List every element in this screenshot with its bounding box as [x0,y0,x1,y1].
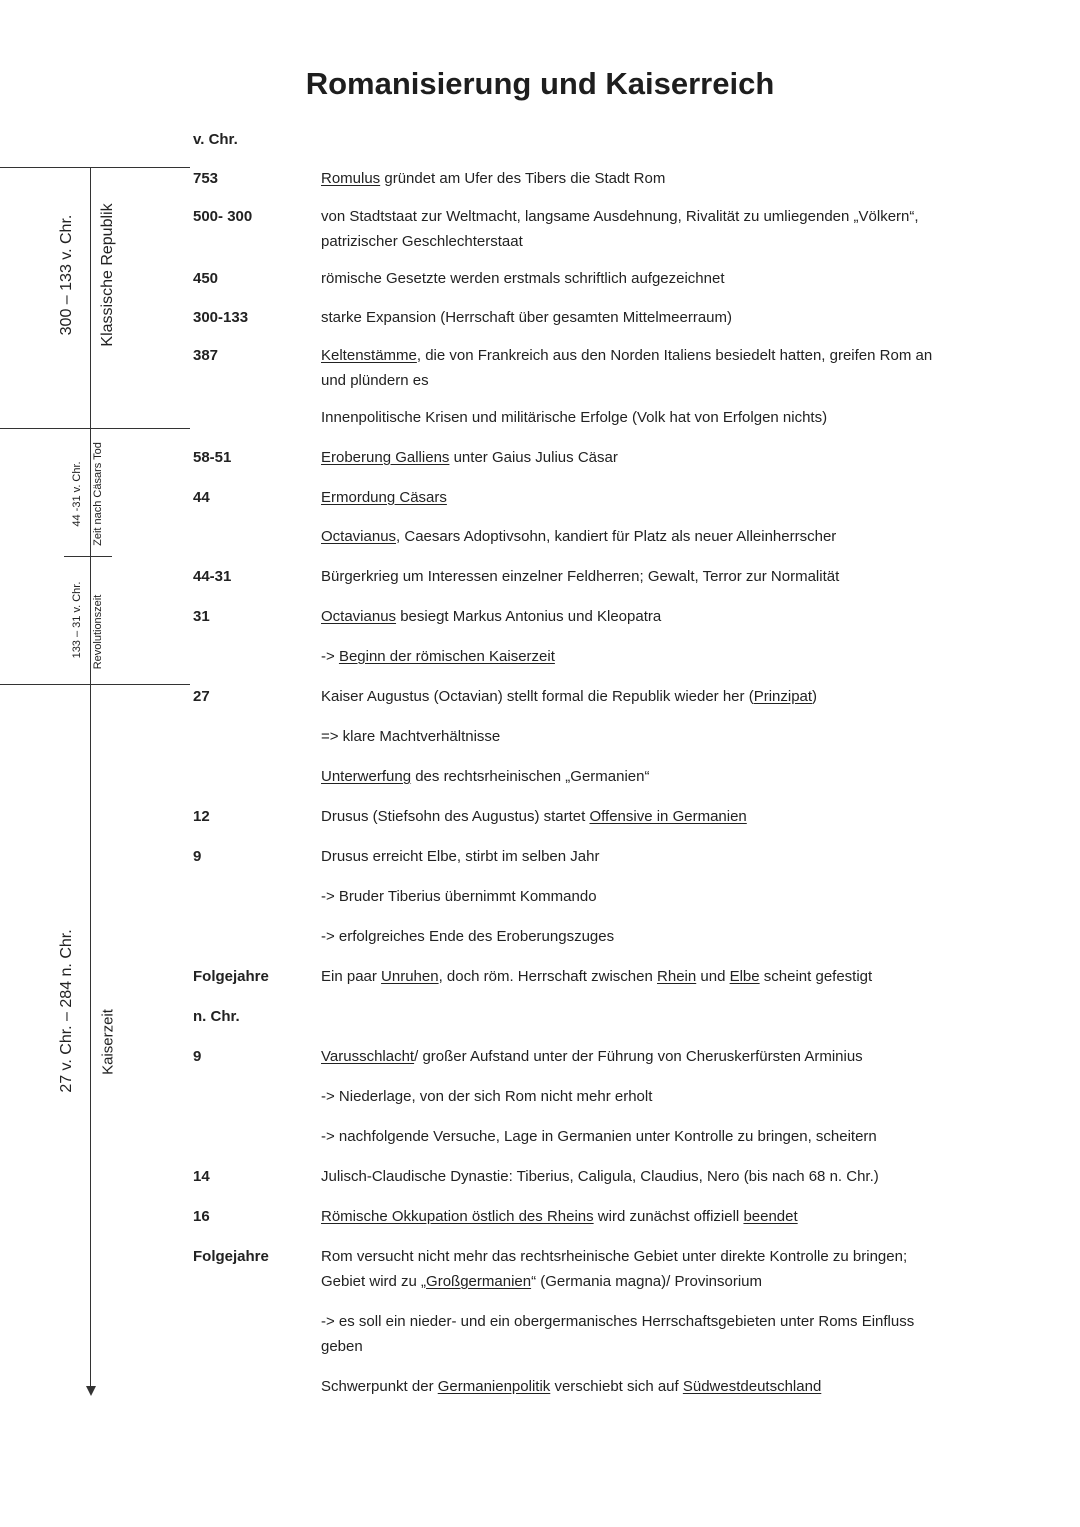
era-heading-ad: n. Chr. [193,1008,240,1025]
event-keyword: Octavianus [321,528,397,545]
event-text: Drusus (Stiefsohn des Augustus) startet [321,808,590,825]
timeline-year: 387 [193,347,219,364]
event-text: Julisch-Claudische Dynastie: Tiberius, Caligula, Claudius, Nero (bis nach 68 n. Chr.) [321,1168,879,1185]
timeline-event [321,305,941,330]
event-text: -> Niederlage, von der sich Rom nicht mehr erholt [321,1088,653,1105]
event-text: und [696,968,730,985]
period-span-revolution: 133 – 31 v. Chr. [71,581,83,659]
event-text: verschiebt sich auf [550,1378,683,1395]
event-text: Rom versucht nicht mehr das rechtsrheinische Gebiet unter direkte Kontrolle zu bringen; Gebiet wird zu „ [321,1248,908,1290]
timeline-event [321,1374,941,1399]
timeline-event [321,1244,941,1294]
period-label-empire: Kaiserzeit [99,1009,117,1075]
event-keyword: Prinzipat [753,688,813,705]
divider-empire [0,684,190,685]
timeline-event [321,1044,941,1069]
event-text: Bürgerkrieg um Interessen einzelner Feldherren; Gewalt, Terror zur Normalität [321,568,840,585]
event-text: -> Bruder Tiberius übernimmt Kommando [321,888,597,905]
period-span-empire: 27 v. Chr. – 284 n. Chr. [58,929,75,1093]
timeline-year: 753 [193,170,219,187]
event-keyword: Rhein [657,968,697,985]
event-keyword: Eroberung Galliens [321,449,450,466]
timeline-event [321,204,941,254]
event-text: Schwerpunkt der [321,1378,438,1395]
divider-subperiods [64,556,112,557]
timeline-year: 44-31 [193,568,232,585]
timeline-event [321,1309,941,1359]
timeline-event [321,644,941,669]
event-text: Drusus erreicht Elbe, stirbt im selben Jahr [321,848,600,865]
event-text: , doch röm. Herrschaft zwischen [438,968,658,985]
timeline-event [321,844,941,869]
event-text: , Caesars Adoptivsohn, kandiert für Platz als neuer Alleinherrscher [396,528,837,545]
timeline-year: 58-51 [193,449,232,466]
event-text: -> nachfolgende Versuche, Lage in Germanien unter Kontrolle zu bringen, scheitern [321,1128,877,1145]
period-label-revolution: Revolutionszeit [92,594,104,670]
event-keyword: Unruhen [381,968,439,985]
timeline-year: 14 [193,1168,210,1185]
event-text: Kaiser Augustus (Octavian) stellt formal die Republik wieder her ( [321,688,754,705]
event-keyword: Beginn der römischen Kaiserzeit [338,648,555,665]
event-text: gründet am Ufer des Tibers die Stadt Rom [380,170,666,187]
timeline-event [321,485,941,510]
timeline-event [321,1124,941,1149]
event-text: scheint gefestigt [759,968,873,985]
timeline-year: 9 [193,848,202,865]
period-label-republic: Klassische Republik [99,203,116,347]
event-keyword: Romulus [321,170,381,187]
timeline-event [321,804,941,829]
event-text: besiegt Markus Antonius und Kleopatra [396,608,662,625]
timeline-event [321,964,941,989]
timeline-year: 31 [193,608,210,625]
timeline-axis [90,167,91,1389]
event-text: -> [321,648,339,665]
timeline-event [321,564,941,589]
event-text: ) [812,688,818,705]
event-keyword: Großgermanien [426,1273,532,1290]
timeline-event [321,524,941,549]
event-keyword: Keltenstämme [321,347,417,364]
event-text: / großer Aufstand unter der Führung von Cheruskerfürsten Arminius [414,1048,863,1065]
period-span-republic: 300 – 133 v. Chr. [58,214,75,336]
timeline-year: 27 [193,688,210,705]
timeline-year: 9 [193,1048,202,1065]
event-keyword: Unterwerfung [321,768,412,785]
event-keyword: Römische Okkupation östlich des Rheins [321,1208,594,1225]
timeline-year: 12 [193,808,210,825]
timeline-arrow-icon [86,1386,96,1396]
timeline-event [321,764,941,789]
event-text: -> es soll ein nieder- und ein obergermanisches Herrschaftsgebieten unter Roms Einfluss geben [321,1313,915,1355]
timeline-year: 44 [193,489,210,506]
timeline-year: 300-133 [193,309,249,326]
timeline-year: 16 [193,1208,210,1225]
timeline-event [321,924,941,949]
timeline-year: 450 [193,270,219,287]
timeline-event [321,684,941,709]
timeline-event [321,1084,941,1109]
event-text: Innenpolitische Krisen und militärische Erfolge (Volk hat von Erfolgen nichts) [321,409,828,426]
timeline-year: 500- 300 [193,208,253,225]
event-keyword: Germanienpolitik [437,1378,551,1395]
event-keyword: Octavianus [321,608,397,625]
event-text: -> erfolgreiches Ende des Eroberungszuges [321,928,615,945]
timeline-event [321,884,941,909]
timeline-year: Folgejahre [193,968,269,985]
period-span-caesar: 44 -31 v. Chr. [71,461,83,527]
event-keyword: Südwestdeutschland [682,1378,822,1395]
event-text: unter Gaius Julius Cäsar [449,449,618,466]
timeline-event [321,266,941,291]
event-text: Ein paar [321,968,382,985]
timeline-event [321,1204,941,1229]
divider-republic [0,428,190,429]
timeline-event [321,166,941,191]
event-text: => klare Machtverhältnisse [321,728,501,745]
event-text: starke Expansion (Herrschaft über gesamten Mittelmeerraum) [321,309,732,326]
timeline-event [321,343,941,393]
timeline-event [321,1164,941,1189]
timeline-event [321,405,941,430]
period-label-caesar: Zeit nach Cäsars Tod [92,442,104,546]
event-text: von Stadtstaat zur Weltmacht, langsame Ausdehnung, Rivalität zu umliegenden „Völkern“, patrizischer Geschlechterstaat [321,208,919,250]
event-text: “ (Germania magna)/ Provinsorium [531,1273,762,1290]
event-keyword: beendet [743,1208,798,1225]
event-keyword: Ermordung Cäsars [321,489,447,506]
event-text: wird zunächst offiziell [593,1208,744,1225]
timeline-year: Folgejahre [193,1248,269,1265]
event-text: römische Gesetzte werden erstmals schriftlich aufgezeichnet [321,270,725,287]
event-keyword: Offensive in Germanien [589,808,747,825]
era-heading-bc: v. Chr. [193,131,238,148]
event-keyword: Varusschlacht [321,1048,415,1065]
timeline-event [321,445,941,470]
event-keyword: Elbe [729,968,760,985]
divider-top [0,167,190,168]
timeline-event [321,724,941,749]
event-text: des rechtsrheinischen „Germanien“ [411,768,650,785]
page-title: Romanisierung und Kaiserreich [305,66,775,101]
timeline-event [321,604,941,629]
event-text: , die von Frankreich aus den Norden Italiens besiedelt hatten, greifen Rom an und plündern es [321,347,933,389]
